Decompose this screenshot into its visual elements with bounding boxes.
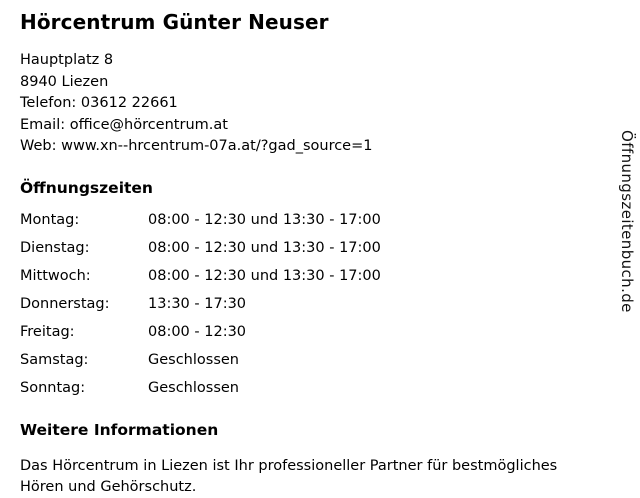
table-row [20,296,381,324]
table-row [20,268,381,296]
table-row [20,380,381,408]
table-row [20,240,381,268]
table-row [20,212,381,240]
hours-day-label: Mittwoch: [20,267,91,284]
hours-day-label: Donnerstag: [20,295,110,312]
address-line-street: Hauptplatz 8 [20,52,114,68]
address-block [20,50,580,158]
more-information-heading: Weitere Informationen [20,420,219,439]
more-information-text: Das Hörcentrum in Liezen ist Ihr professioneller Partner für bestmögliches Hören und Gehörschutz. [20,457,558,495]
hours-day-label: Dienstag: [20,239,90,256]
address-line-city: 8940 Liezen [20,73,109,90]
address-line-email: Email: office@hörcentrum.at [20,116,228,133]
hours-time-value: 08:00 - 12:30 und 13:30 - 17:00 [148,211,381,228]
main-content [20,8,580,498]
address-line-phone: Telefon: 03612 22661 [20,95,178,111]
table-row [20,324,381,352]
hours-time-value: 08:00 - 12:30 [148,323,247,340]
hours-day-label: Samstag: [20,351,89,368]
hours-time-value: Geschlossen [148,379,239,396]
hours-time-value: Geschlossen [148,351,239,368]
address-line-web: Web: www.xn--hrcentrum-07a.at/?gad_source=1 [20,138,373,154]
watermark-brand: Öffnungszeitenbuch.de [618,130,636,313]
hours-day-label: Sonntag: [20,379,86,396]
hours-time-value: 13:30 - 17:30 [148,295,247,312]
hours-time-value: 08:00 - 12:30 und 13:30 - 17:00 [148,267,381,284]
hours-time-value: 08:00 - 12:30 und 13:30 - 17:00 [148,239,381,256]
opening-hours-table [20,212,381,408]
table-row [20,352,381,380]
page-title: Hörcentrum Günter Neuser [20,10,329,34]
hours-day-label: Freitag: [20,323,75,340]
opening-hours-heading: Öffnungszeiten [20,178,153,197]
hours-day-label: Montag: [20,211,80,228]
